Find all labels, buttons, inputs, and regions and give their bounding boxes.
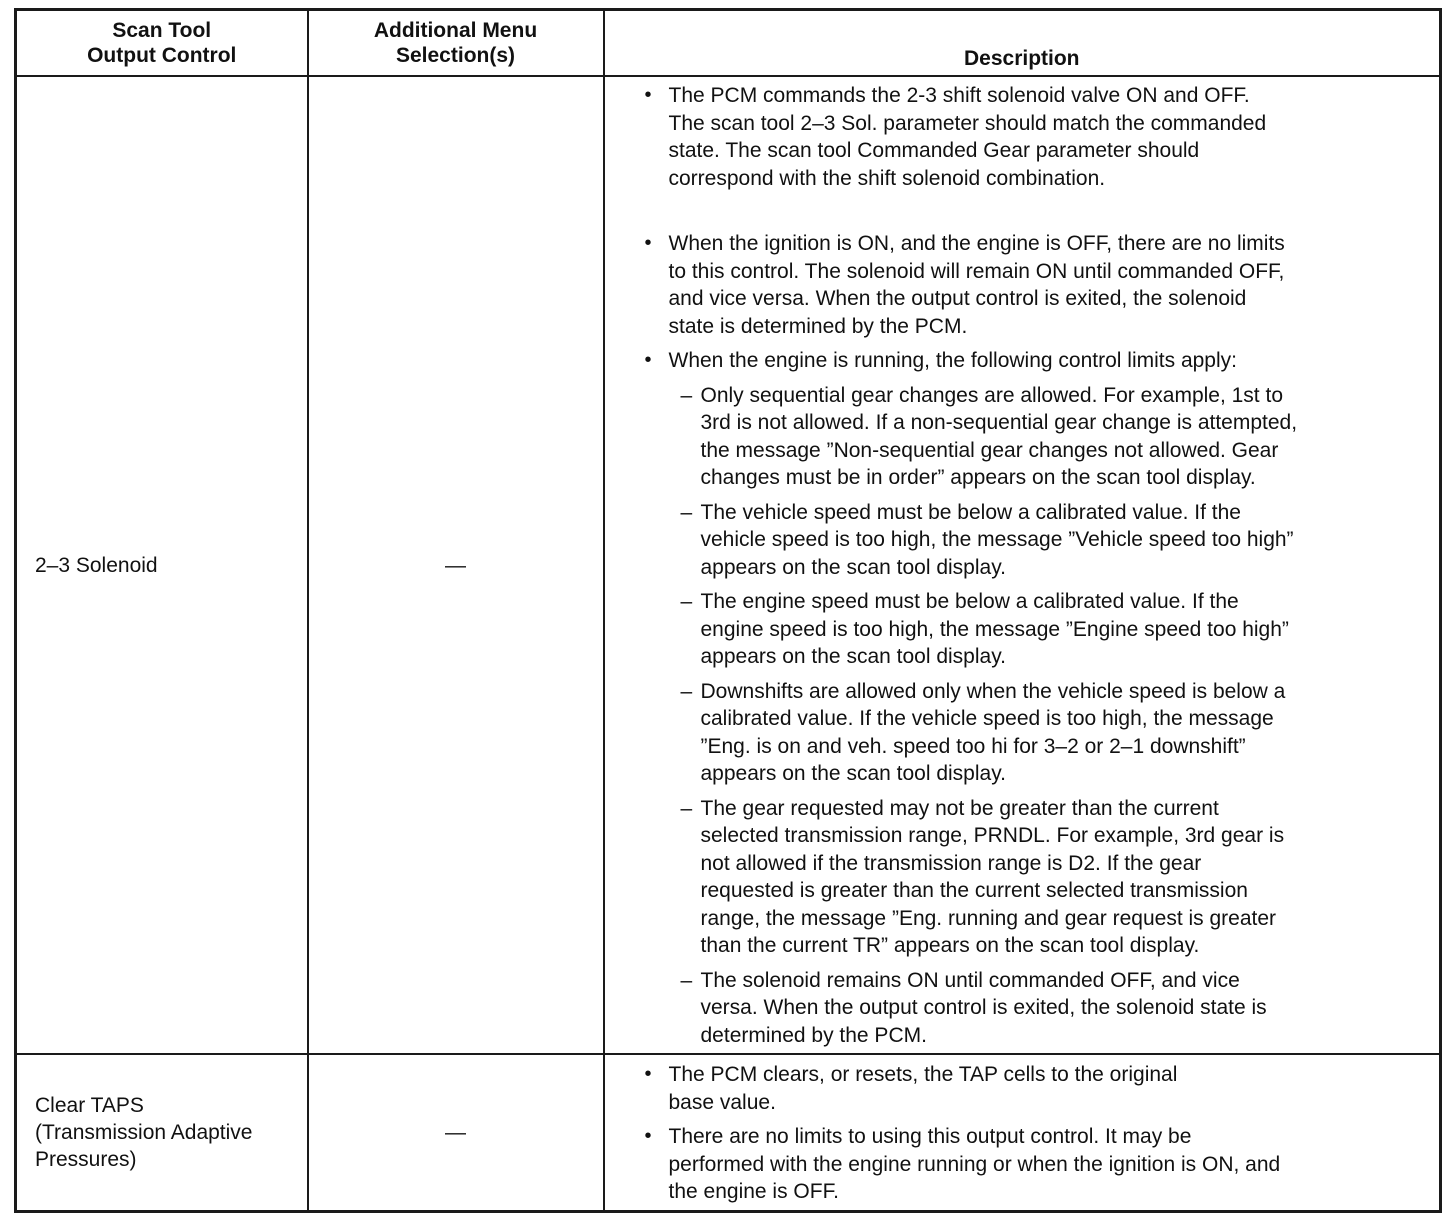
text-line: requested is greater than the current selected transmission: [700, 879, 1248, 902]
description-subitem: [643, 499, 1432, 582]
text-line: and vice versa. When the output control is exited, the solenoid: [668, 287, 1247, 310]
output-control-table: [14, 8, 1442, 1213]
text-line: 3rd is not allowed. If a non-sequential gear change is attempted,: [700, 411, 1298, 434]
text-line: determined by the PCM.: [700, 1023, 927, 1047]
description-cell: [604, 1054, 1441, 1211]
description-bullet: [643, 1123, 1432, 1206]
description-subitem: [643, 967, 1432, 1050]
description-bullet: [643, 230, 1432, 340]
text-line: versa. When the output control is exited, the solenoid state is: [700, 996, 1267, 1019]
menu-selection-value: —: [445, 553, 466, 577]
text-line: – The engine speed must be below a calibrated value. If the: [700, 590, 1239, 613]
text-line: state. The scan tool Commanded Gear parameter should: [668, 139, 1200, 162]
table-row: [16, 76, 1441, 1054]
text-line: appears on the scan tool display.: [700, 645, 1006, 668]
output-control-name: Pressures): [35, 1147, 137, 1171]
text-line: calibrated value. If the vehicle speed is too high, the message: [700, 707, 1274, 730]
text-line: to this control. The solenoid will remain ON until commanded OFF,: [668, 259, 1285, 283]
text-line: engine speed is too high, the message ”Engine speed too high”: [700, 617, 1289, 641]
header-col3-text: Description: [963, 47, 1080, 70]
text-line: • The PCM clears, or resets, the TAP cells to the original: [668, 1063, 1178, 1086]
text-line: changes must be in order” appears on the scan tool display.: [700, 466, 1256, 489]
output-control-name: Clear TAPS: [35, 1093, 144, 1117]
text-line: • When the engine is running, the following control limits apply:: [668, 349, 1237, 372]
header-col1-line: Output Control: [87, 44, 237, 67]
text-line: • There are no limits to using this output control. It may be: [668, 1125, 1192, 1148]
text-line: – The gear requested may not be greater than the current: [700, 796, 1219, 820]
text-line: • When the ignition is ON, and the engine is OFF, there are no limits: [668, 232, 1285, 255]
description-bullet: [643, 347, 1432, 375]
text-line: the engine is OFF.: [668, 1180, 839, 1203]
text-line: – Downshifts are allowed only when the vehicle speed is below a: [700, 679, 1286, 703]
text-line: range, the message ”Eng. running and gear request is greater: [700, 906, 1277, 930]
header-row: [16, 10, 1441, 77]
text-line: The scan tool 2–3 Sol. parameter should match the commanded: [668, 111, 1267, 135]
text-line: performed with the engine running or when the ignition is ON, and: [668, 1152, 1281, 1176]
text-line: – The solenoid remains ON until commanded OFF, and vice: [700, 968, 1240, 992]
header-col2-line: Additional Menu: [373, 19, 538, 42]
text-line: not allowed if the transmission range is D2. If the gear: [700, 851, 1202, 875]
output-control-cell: [16, 76, 308, 1054]
text-line: the message ”Non-sequential gear changes not allowed. Gear: [700, 438, 1279, 462]
text-line: ”Eng. is on and veh. speed too hi for 3–2 or 2–1 downshift”: [700, 734, 1246, 758]
output-control-cell: [16, 1054, 308, 1211]
text-line: – The vehicle speed must be below a calibrated value. If the: [700, 500, 1241, 524]
header-col2-line: Selection(s): [395, 44, 516, 67]
text-line: appears on the scan tool display.: [700, 555, 1006, 579]
text-line: vehicle speed is too high, the message ”Vehicle speed too high”: [700, 528, 1294, 551]
menu-selection-cell: [308, 76, 604, 1054]
text-line: base value.: [668, 1090, 776, 1114]
menu-selection-value: —: [445, 1120, 466, 1144]
description-cell: [604, 76, 1441, 1054]
text-line: state is determined by the PCM.: [668, 314, 968, 338]
text-line: than the current TR” appears on the scan tool display.: [700, 934, 1200, 957]
output-control-name: (Transmission Adaptive: [35, 1120, 253, 1144]
text-line: – Only sequential gear changes are allowed. For example, 1st to: [700, 383, 1283, 407]
table-row: [16, 1054, 1441, 1211]
header-col1-line: Scan Tool: [112, 19, 212, 42]
description-bullet: [643, 1061, 1432, 1116]
description-subitem: [643, 795, 1432, 960]
description-subitem: [643, 678, 1432, 788]
description-subitem: [643, 382, 1432, 492]
header-description: [604, 10, 1441, 77]
menu-selection-cell: [308, 1054, 604, 1211]
output-control-name: 2–3 Solenoid: [35, 553, 158, 577]
description-bullet: [643, 82, 1432, 192]
text-line: selected transmission range, PRNDL. For example, 3rd gear is: [700, 824, 1285, 847]
header-scan-tool-output-control: [16, 10, 308, 77]
text-line: • The PCM commands the 2-3 shift solenoid valve ON and OFF.: [668, 84, 1250, 107]
text-line: correspond with the shift solenoid combination.: [668, 166, 1106, 190]
description-subitem: [643, 588, 1432, 671]
text-line: appears on the scan tool display.: [700, 762, 1006, 785]
header-additional-menu-selections: [308, 10, 604, 77]
